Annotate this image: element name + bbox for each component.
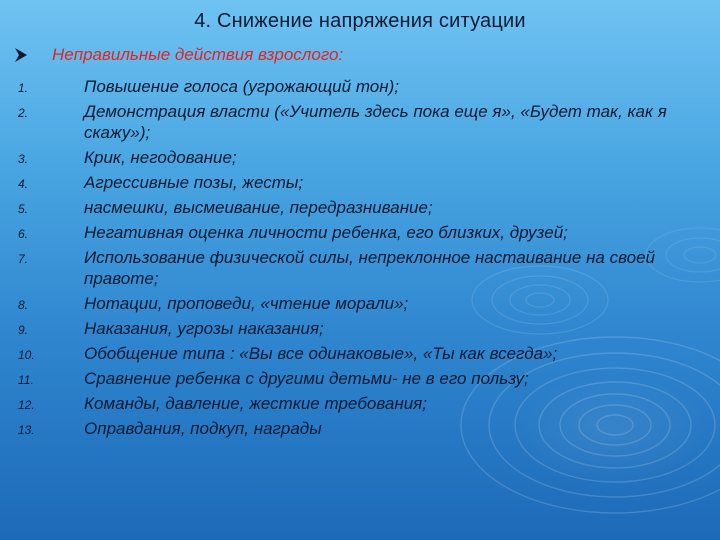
- list-item-text: Команды, давление, жесткие требования;: [84, 394, 427, 413]
- list-item-number: 13.: [18, 423, 35, 437]
- list-item-number: 8.: [18, 298, 29, 312]
- list-item-number: 3.: [18, 152, 29, 166]
- list-item-text: Демонстрация власти («Учитель здесь пока еще я», «Будет так, как я скажу»);: [84, 102, 667, 142]
- list-item: [18, 247, 708, 289]
- list-item: [18, 418, 708, 439]
- list-item-text: Повышение голоса (угрожающий тон);: [84, 77, 399, 96]
- list-item-text: Негативная оценка личности ребенка, его близких, друзей;: [84, 223, 568, 242]
- numbered-list: [18, 76, 708, 443]
- list-item-number: 6.: [18, 227, 29, 241]
- list-item-number: 5.: [18, 202, 29, 216]
- list-item-text: Крик, негодование;: [84, 148, 237, 167]
- list-item: [18, 76, 708, 97]
- list-item-text: Агрессивные позы, жесты;: [84, 173, 304, 192]
- list-item-number: 9.: [18, 323, 29, 337]
- list-item-text: Обобщение типа : «Вы все одинаковые», «Ты как всегда»;: [84, 344, 558, 363]
- list-item: [18, 147, 708, 168]
- list-item-text: Нотации, проповеди, «чтение морали»;: [84, 294, 409, 313]
- list-item: [18, 393, 708, 414]
- page-title: 4. Снижение напряжения ситуации: [194, 10, 526, 32]
- list-item-text: Использование физической силы, непреклонное настаивание на своей правоте;: [84, 248, 655, 288]
- list-item-text: Сравнение ребенка с другими детьми- не в его пользу;: [84, 369, 529, 388]
- list-item: [18, 343, 708, 364]
- list-item-number: 10.: [18, 348, 35, 362]
- list-item: [18, 318, 708, 339]
- list-item-number: 7.: [18, 252, 29, 266]
- list-item-text: Наказания, угрозы наказания;: [84, 319, 324, 338]
- list-item-number: 11.: [18, 373, 34, 387]
- list-item-text: Оправдания, подкуп, награды: [84, 419, 322, 438]
- list-item-number: 1.: [18, 81, 29, 95]
- subtitle: Неправильные действия взрослого:: [52, 45, 344, 64]
- list-item: [18, 172, 708, 193]
- list-item-number: 4.: [18, 177, 29, 191]
- list-item: [18, 293, 708, 314]
- arrowhead-bullet-icon: [14, 47, 28, 63]
- list-item: [18, 197, 708, 218]
- list-item: [18, 368, 708, 389]
- list-item-number: 12.: [18, 398, 35, 412]
- list-item-number: 2.: [18, 106, 29, 120]
- subtitle-row: [14, 42, 343, 68]
- list-item: [18, 101, 708, 143]
- list-item-text: насмешки, высмеивание, передразнивание;: [84, 198, 433, 217]
- list-item: [18, 222, 708, 243]
